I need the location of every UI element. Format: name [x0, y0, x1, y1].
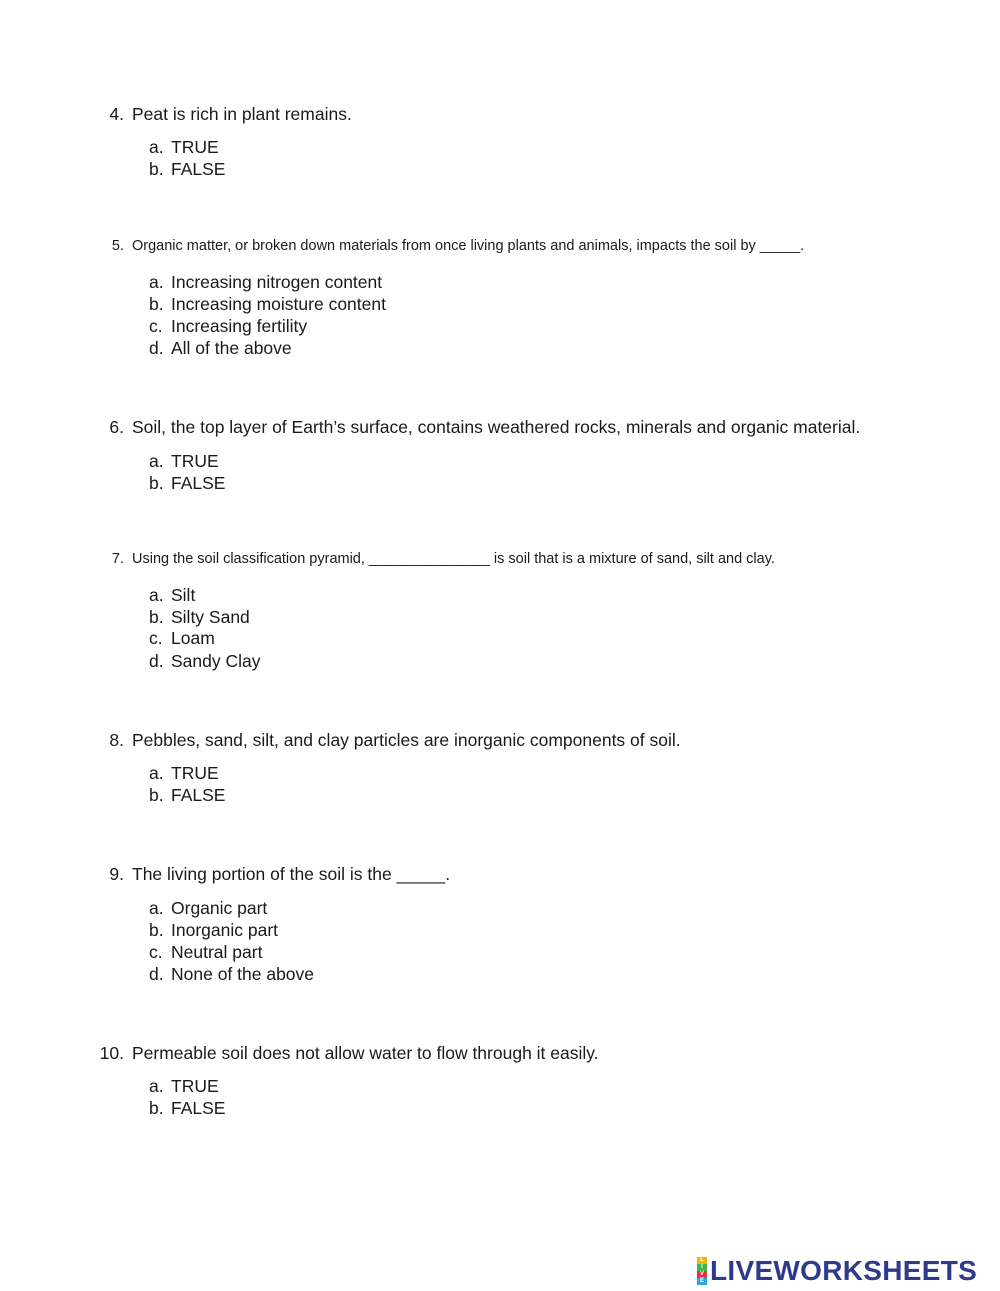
option-letter: d.: [149, 338, 164, 358]
option-text: Organic part: [171, 898, 268, 918]
option-letter: a.: [149, 585, 164, 605]
option-text: None of the above: [171, 964, 315, 984]
option-text: Increasing moisture content: [171, 294, 386, 314]
option-letter: b.: [149, 785, 164, 805]
option-letter: b.: [149, 920, 164, 940]
option-text: TRUE: [171, 1076, 219, 1096]
question-number: 6.: [109, 417, 124, 437]
option-text: Sandy Clay: [171, 651, 261, 671]
option-letter: a.: [149, 137, 164, 157]
option-text: Inorganic part: [171, 920, 279, 940]
question-text: Permeable soil does not allow water to flow through it easily.: [132, 1043, 599, 1063]
question-number: 9.: [109, 864, 124, 884]
option-text: TRUE: [171, 451, 219, 471]
question-number: 10.: [99, 1043, 124, 1063]
option-letter: b.: [149, 294, 164, 314]
option-letter: a.: [149, 272, 164, 292]
question-text: Soil, the top layer of Earth’s surface, contains weathered rocks, minerals and organic material.: [132, 417, 861, 437]
logo-blocks-icon: [697, 1257, 707, 1285]
option-letter: a.: [149, 451, 164, 471]
option-letter: a.: [149, 763, 164, 783]
option-text: Neutral part: [171, 942, 263, 962]
logo-block-e: E: [697, 1278, 707, 1285]
option-letter: a.: [149, 898, 164, 918]
option-text: FALSE: [171, 159, 226, 179]
option-letter: a.: [149, 1076, 164, 1096]
question-number: 8.: [109, 730, 124, 750]
question-text: Peat is rich in plant remains.: [132, 104, 352, 124]
question-text: The living portion of the soil is the _____.: [132, 864, 451, 884]
option-letter: c.: [149, 316, 163, 336]
logo-text: LIVEWORKSHEETS: [710, 1255, 978, 1286]
option-letter: b.: [149, 473, 164, 493]
question-text: Organic matter, or broken down materials from once living plants and animals, impacts the soil by _____.: [132, 238, 805, 254]
option-text: FALSE: [171, 785, 226, 805]
option-text: All of the above: [171, 338, 292, 358]
question-number: 4.: [109, 104, 124, 124]
option-letter: b.: [149, 1098, 164, 1118]
option-letter: c.: [149, 942, 163, 962]
option-letter: b.: [149, 159, 164, 179]
option-letter: b.: [149, 607, 164, 627]
option-text: Loam: [171, 628, 215, 648]
logo-block-i: I: [697, 1264, 707, 1271]
question-number: 7.: [111, 551, 124, 567]
option-text: TRUE: [171, 763, 219, 783]
question-text: Pebbles, sand, silt, and clay particles are inorganic components of soil.: [132, 730, 681, 750]
option-text: Silty Sand: [171, 607, 250, 627]
option-letter: c.: [149, 628, 163, 648]
question-text: Using the soil classification pyramid, _______________ is soil that is a mixture of sand, silt and clay.: [132, 551, 775, 567]
logo-block-v: V: [697, 1271, 707, 1278]
question-number: 5.: [111, 238, 124, 254]
option-text: FALSE: [171, 473, 226, 493]
option-text: Increasing nitrogen content: [171, 272, 383, 292]
liveworksheets-logo[interactable]: [697, 1256, 977, 1286]
option-letter: d.: [149, 651, 164, 671]
option-text: FALSE: [171, 1098, 226, 1118]
option-text: Silt: [171, 585, 196, 605]
option-text: TRUE: [171, 137, 219, 157]
option-letter: d.: [149, 964, 164, 984]
option-text: Increasing fertility: [171, 316, 308, 336]
logo-block-l: L: [697, 1257, 707, 1264]
